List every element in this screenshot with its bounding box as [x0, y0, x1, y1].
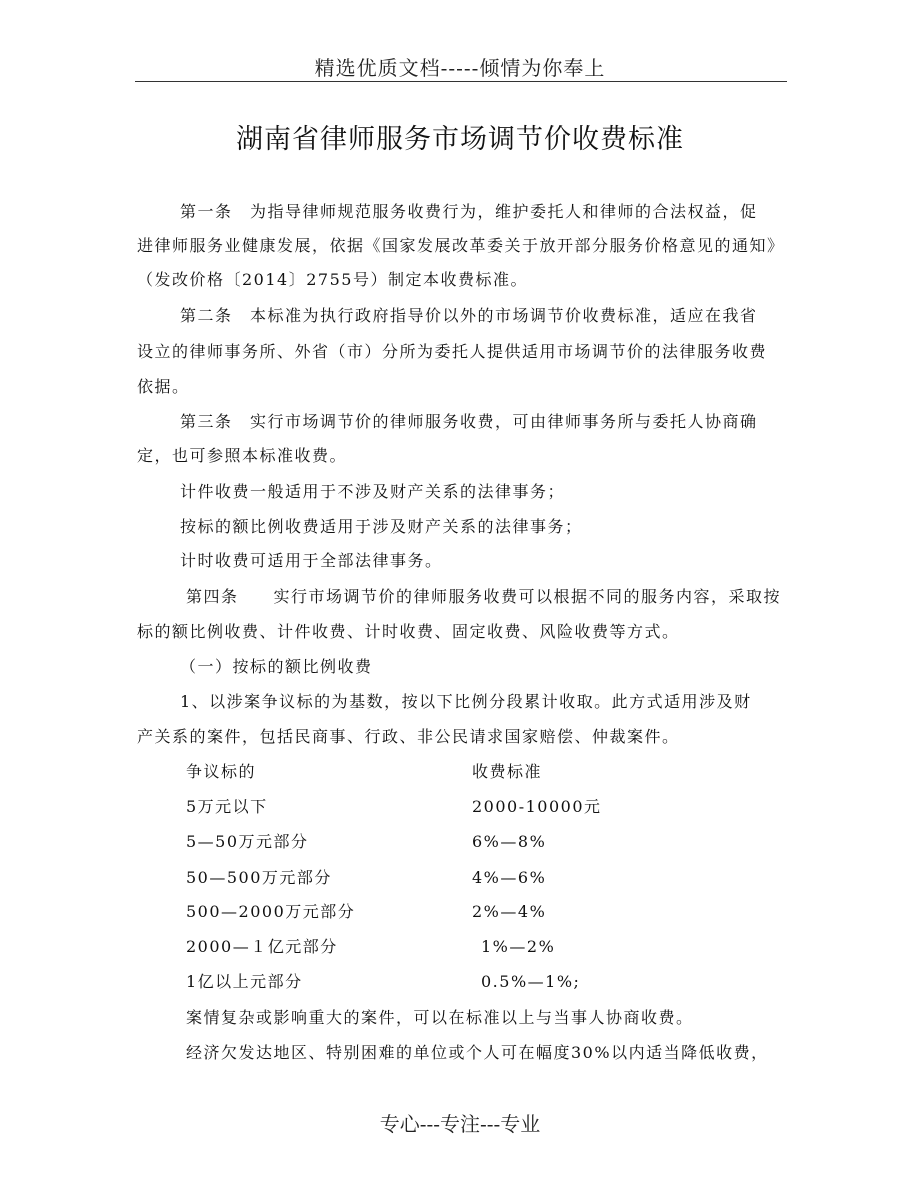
fee-table-row-2-subject: 5—50万元部分 [186, 832, 309, 851]
article-4-line-2: 标的额比例收费、计件收费、计时收费、固定收费、风险收费等方式。 [137, 622, 680, 641]
rule-line-1: 计件收费一般适用于不涉及财产关系的法律事务； [180, 482, 566, 501]
fee-table-row-1-rate: 2000-10000元 [472, 797, 602, 816]
fee-table-row-4-rate: 2%—4% [472, 902, 547, 921]
section-1-heading: （一）按标的额比例收费 [180, 657, 373, 676]
fee-table-header-rate: 收费标准 [472, 762, 543, 781]
article-1-line-1: 第一条 为指导律师规范服务收费行为，维护委托人和律师的合法权益，促 [180, 202, 758, 221]
fee-table-row-3-subject: 50—500万元部分 [186, 868, 332, 887]
fee-table-row-1-subject: 5万元以下 [186, 797, 268, 816]
article-1-line-2: 进律师服务业健康发展，依据《国家发展改革委关于放开部分服务价格意见的通知》 [137, 236, 785, 255]
document-title: 湖南省律师服务市场调节价收费标准 [236, 124, 684, 155]
fee-table-row-6-rate: 0.5%—1%; [481, 972, 581, 991]
fee-table-row-2-rate: 6%—8% [472, 832, 547, 851]
fee-table-row-5-rate: 1%—2% [481, 937, 556, 956]
rule-line-2: 按标的额比例收费适用于涉及财产关系的法律事务； [180, 517, 583, 536]
page-header: 精选优质文档-----倾情为你奉上 [314, 56, 606, 80]
fee-table-row-3-rate: 4%—6% [472, 868, 547, 887]
fee-table-row-6-subject: 1亿以上元部分 [186, 972, 303, 991]
item-1-line-2: 产关系的案件，包括民商事、行政、非公民请求国家赔偿、仲裁案件。 [137, 727, 680, 746]
header-divider [135, 81, 787, 82]
article-3-line-1: 第三条 实行市场调节价的律师服务收费，可由律师事务所与委托人协商确 [180, 412, 758, 431]
article-1-line-3: （发改价格〔2014〕2755号）制定本收费标准。 [137, 270, 528, 289]
article-4-line-1: 第四条 实行市场调节价的律师服务收费可以根据不同的服务内容，采取按 [186, 587, 782, 606]
fee-table-row-5-subject: 2000—１亿元部分 [186, 937, 338, 956]
page-footer: 专心---专注---专业 [379, 1112, 541, 1136]
fee-table-header-subject: 争议标的 [186, 762, 257, 781]
rule-line-3: 计时收费可适用于全部法律事务。 [180, 551, 443, 570]
after-table-line-1: 案情复杂或影响重大的案件，可以在标准以上与当事人协商收费。 [186, 1008, 694, 1027]
fee-table-row-4-subject: 500—2000万元部分 [186, 902, 356, 921]
item-1-line-1: 1、以涉案争议标的为基数，按以下比例分段累计收取。此方式适用涉及财 [180, 692, 752, 711]
article-2-line-2: 设立的律师事务所、外省（市）分所为委托人提供适用市场调节价的法律服务收费 [137, 342, 768, 361]
article-3-line-2: 定，也可参照本标准收费。 [137, 446, 348, 465]
article-2-line-3: 依据。 [137, 377, 190, 396]
after-table-line-2: 经济欠发达地区、特别困难的单位或个人可在幅度30%以内适当降低收费， [186, 1043, 769, 1062]
article-2-line-1: 第二条 本标准为执行政府指导价以外的市场调节价收费标准，适应在我省 [180, 306, 758, 325]
